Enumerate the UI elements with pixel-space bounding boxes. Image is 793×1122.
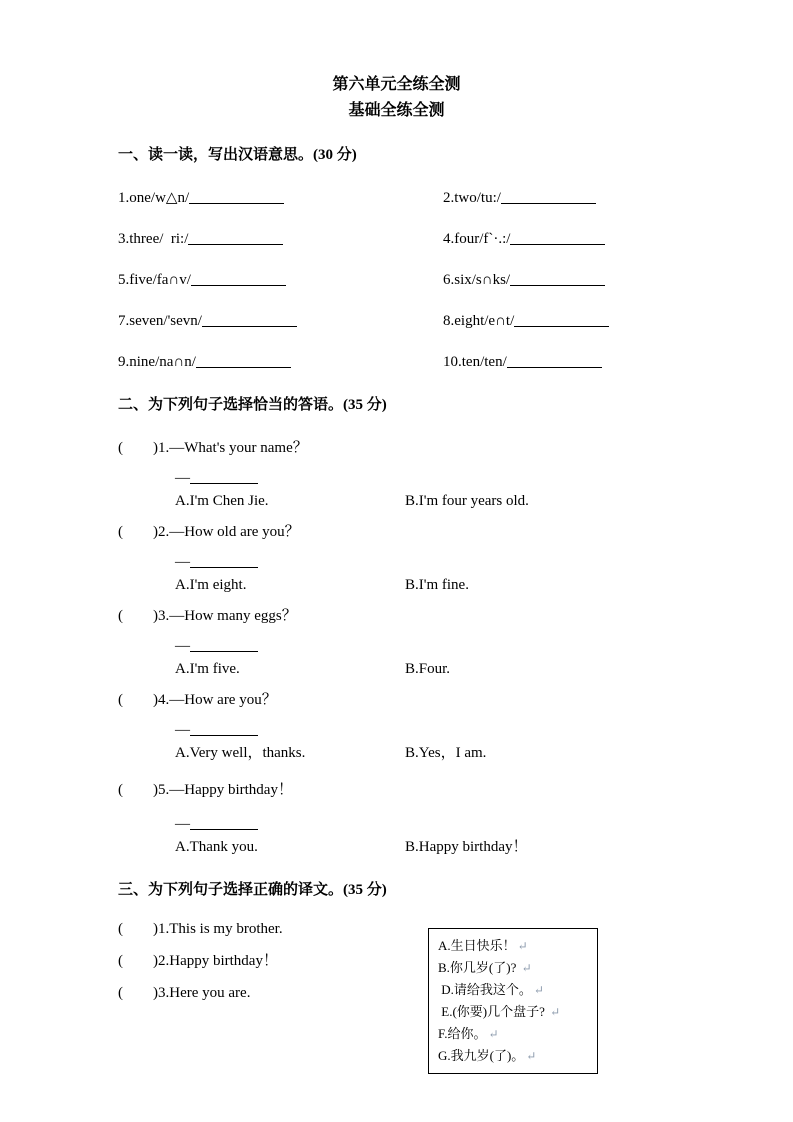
option-a: A.Thank you. (175, 839, 258, 855)
return-mark-icon: ↵ (526, 1049, 537, 1063)
translation-option (438, 935, 588, 957)
answer-blank (190, 638, 258, 652)
answer-blank (510, 231, 605, 245)
translation-option (438, 957, 588, 979)
vocab-cell (443, 310, 609, 333)
return-mark-icon: ↵ (521, 961, 532, 975)
vocab-item-label: 3.three/ ri:/ (118, 231, 189, 247)
section3-items (118, 918, 428, 1074)
translation-option (438, 1001, 588, 1023)
question-item (118, 689, 753, 765)
answer-blank (188, 231, 283, 245)
page-title: 第六单元全练全测 (332, 76, 461, 93)
option-a: A.Very well，thanks. (175, 745, 306, 761)
answer-line (118, 551, 753, 574)
question-text: ( )3.—How many eggs？ (118, 608, 297, 624)
option-a: A.I'm eight. (175, 577, 247, 593)
dash: — (175, 554, 190, 570)
return-mark-icon: ↵ (550, 1005, 561, 1019)
answer-blank (190, 722, 258, 736)
return-mark-icon: ↵ (517, 939, 528, 953)
translation-option (438, 1045, 588, 1067)
vocab-item-label: 2.two/tu:/ (443, 190, 501, 206)
option-b: B.Happy birthday！ (405, 839, 528, 855)
options-row (118, 574, 753, 597)
sentence-item: ( )1.This is my brother. (118, 921, 283, 937)
answer-blank (196, 354, 291, 368)
vocab-item-label: 6.six/s∩ks/ (443, 272, 511, 288)
translation-option-text: E.(你要)几个盘子? (438, 1004, 549, 1019)
dash: — (175, 638, 190, 654)
options-row (118, 836, 753, 859)
vocab-row (118, 269, 753, 292)
vocab-cell (443, 228, 605, 251)
option-b: B.Yes，I am. (405, 745, 487, 761)
vocab-cell (443, 351, 602, 374)
vocab-row (118, 351, 753, 374)
question-item (118, 605, 753, 681)
vocab-item-label: 7.seven/'sevn/ (118, 313, 202, 329)
sentence-item: ( )3.Here you are. (118, 985, 251, 1001)
vocab-item-label: 10.ten/ten/ (443, 354, 507, 370)
options-row (118, 742, 753, 765)
section2-header: 二、为下列句子选择恰当的答语。(35 分) (118, 397, 387, 413)
vocab-cell (118, 351, 443, 374)
vocab-item-label: 5.five/fa∩v/ (118, 272, 191, 288)
doc-content (0, 144, 793, 1074)
vocab-row (118, 228, 753, 251)
section2-items (118, 437, 753, 859)
dash: — (175, 470, 190, 486)
answer-line (118, 467, 753, 490)
question-item (118, 437, 753, 513)
option-a: A.I'm Chen Jie. (175, 493, 269, 509)
sentence-item: ( )2.Happy birthday！ (118, 953, 278, 969)
translation-option-text: D.请给我这个。 (438, 982, 532, 997)
answer-line (118, 813, 753, 836)
question-item (118, 521, 753, 597)
answer-blank (190, 554, 258, 568)
answer-blank (191, 272, 286, 286)
vocab-item-label: 1.one/w△n/ (118, 190, 190, 206)
option-b: B.I'm fine. (405, 577, 469, 593)
answer-line (118, 719, 753, 742)
dash: — (175, 722, 190, 738)
doc-header (0, 0, 793, 124)
translation-option-text: B.你几岁(了)? (438, 960, 520, 975)
translation-options-box (428, 928, 598, 1074)
option-b: B.I'm four years old. (405, 493, 529, 509)
section1-header: 一、读一读，写出汉语意思。(30 分) (118, 147, 357, 163)
return-mark-icon: ↵ (533, 983, 544, 997)
question-text: ( )4.—How are you？ (118, 692, 277, 708)
vocab-item-label: 8.eight/e∩t/ (443, 313, 515, 329)
answer-blank (514, 313, 609, 327)
vocab-row (118, 187, 753, 210)
option-b: B.Four. (405, 661, 451, 677)
question-text: ( )2.—How old are you？ (118, 524, 300, 540)
translation-option-text: A.生日快乐！ (438, 938, 516, 953)
question-text: ( )5.—Happy birthday！ (118, 782, 293, 798)
answer-blank (189, 190, 284, 204)
options-row (118, 490, 753, 513)
vocab-row (118, 310, 753, 333)
dash: — (175, 816, 190, 832)
question-text: ( )1.—What's your name？ (118, 440, 308, 456)
answer-blank (510, 272, 605, 286)
answer-line (118, 635, 753, 658)
section3-body (118, 918, 753, 1074)
vocab-cell (118, 187, 443, 210)
section3-header: 三、为下列句子选择正确的译文。(35 分) (118, 882, 387, 898)
vocab-item-label: 4.four/f`·.:/ (443, 231, 511, 247)
answer-blank (190, 816, 258, 830)
return-mark-icon: ↵ (488, 1027, 499, 1041)
vocab-cell (443, 269, 605, 292)
translation-option (438, 1023, 588, 1045)
translation-option-text: G.我九岁(了)。 (438, 1048, 525, 1063)
options-row (118, 658, 753, 681)
translation-option-text: F.给你。 (438, 1026, 487, 1041)
answer-blank (507, 354, 602, 368)
answer-blank (501, 190, 596, 204)
page-subtitle: 基础全练全测 (348, 102, 445, 119)
vocab-cell (443, 187, 596, 210)
vocab-cell (118, 228, 443, 251)
question-item (118, 779, 753, 859)
section1-rows (118, 187, 753, 374)
answer-blank (190, 470, 258, 484)
vocab-cell (118, 269, 443, 292)
option-a: A.I'm five. (175, 661, 240, 677)
vocab-cell (118, 310, 443, 333)
answer-blank (202, 313, 297, 327)
translation-option (438, 979, 588, 1001)
vocab-item-label: 9.nine/na∩n/ (118, 354, 196, 370)
